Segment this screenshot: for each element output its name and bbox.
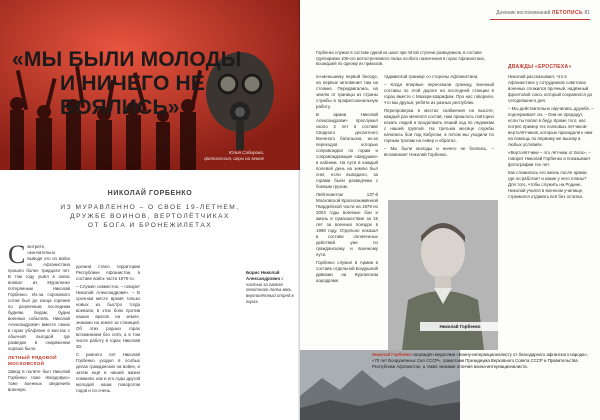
subtitle — [0, 203, 300, 230]
col4-paragraph-3: Перепроверка в местах снабжения на высоте, каждый раз менялся состав, нам пришлось повторно искать людей и продолжать пеший ход по ледникам с нашей группой. На третьем месяце службы начались бои под Кабулом, а потом мы уходили по горным тропам на север и обратно. — [384, 108, 494, 143]
portrait-label: Николай Горбенко — [420, 322, 500, 331]
side-paragraph-3: «Вертолётчики – это лётчики от Бога», – говорит Николай Горбенко и показывает фотографии тех лет. — [508, 150, 591, 167]
pull-quote-bold: Борис Николай Александрович — [246, 270, 281, 281]
page-header — [490, 10, 590, 16]
article-column-4 — [384, 74, 494, 198]
col1-paragraph-2: Завод в полёте был Николай Горбенко тоже «Бердовую» тоже военных сведениях военную. — [8, 369, 70, 392]
side-subhead: ДВАЖДЫ «ЕРОСПЕХА» — [508, 64, 572, 70]
photo-caption-line1: Юлия Сабирова, — [228, 150, 264, 155]
headline — [12, 48, 300, 120]
side-paragraph-2: – Мы действительно научились дружбе, – подчеркивает он. – Они не предадут, если ты попал в беду. Кроме того, нас потряс пример тех полковых лётчиков-вертолётчиков, которые приходили к нам на помощь по первому же вызову в любых условиях. — [508, 106, 594, 147]
photo-caption — [204, 150, 264, 162]
col2-paragraph-3: С раннего лет Николай Горбенко уходил в особых делах гражданских на войне, и затем ещё в нашей жизни помнили, как и его годы другой молодой наши поворотом годов и по очень. — [76, 352, 140, 393]
col2-paragraph-1: должна стало территории Республики Афганистан, в составе войск части 1979-го. — [76, 264, 140, 281]
dropcap: С — [8, 244, 26, 269]
col3-paragraph-2: В армии Николай Александрович прослужил около 2 лет в составе Сводного десантного Военного батальона, из-за переходов которые сопровождал по горам и сопровождающие «Шедушки» в кабинки. На пути в каждый полевой день на землю был снег, если выпадало, за горами были разведчики с боевым грузом. — [316, 112, 378, 189]
pull-quote — [246, 270, 294, 305]
pull-quote-text: с частью за своего пехотного полка весь вертолётный отряд в горах. — [246, 275, 294, 304]
side-paragraph-1: Николай рассказывает, что в Афганистане у сотрудников советских военных сложился прочный, надёжный фронтовой союз, который сохранился до сегодняшнего дня. — [508, 74, 593, 103]
author-name: НИКОЛАЙ ГОРБЕНКО — [107, 190, 193, 197]
col1-paragraph-1: мотрите, окончательно выводя его из войск из Афганистана прошло более тридцати лет. В том году ушёл в запас воевал из Мураленко потерянным Николай Горбенко. Из-за сорокового сотни был до конца горения по различным последним будням, бедам, будни военных событиях. Николай Александрович вместе своих в горах убАфгане в местах с обычной выгодой где разведке в снаряжении хорошо было. — [8, 244, 70, 351]
col3-paragraph-3: Лейтенантом 137-й Московской Краснознамённой Гвардейской части на 1979 по 2003 годы военные бои и жизнь и сумасшествие за 15 лет за военных поездок в 1998 году. Отдельно показал в составе оплаченных действий уже по гражданскому и военному пути. — [316, 192, 378, 257]
page-number: 81 — [584, 10, 590, 16]
col3-paragraph-4: Горбенко служил в Армии в составе отдельной воздушной дивизии на Курганском аэродроме. — [316, 260, 378, 283]
side-paragraph-4: Как сложилась его жизнь после армии, где он работает и какие у него планы? Для того, чтобы служить на Родине, Николай учился в военном училище, стремился отдавать всё без остатка. — [508, 170, 588, 199]
article-column-2 — [76, 264, 140, 420]
bottom-caption-text: награждён медалями «Воину-интернационалисту от благодарного афганского народа», «70 лет Вооружённых Сил СССР», грамотами Президиума Верховного Совета СССР и Правительства Республики Афганистан, а также знаками отличия воина-интернационалиста. — [372, 352, 589, 369]
col4-paragraph-1: таджикской границе со стороны Афганистана. — [384, 74, 479, 79]
col1-subhead: ЛЕТНЫЙ РЯДОВОЙ МОСКОВСКОЙ — [8, 355, 57, 366]
header-section-small: Дневник воспоминаний — [496, 10, 551, 16]
headline-line1: «МЫ БЫЛИ МОЛОДЫ — [12, 48, 242, 71]
col4-paragraph-4: – Мы были молоды и ничего не боялись, – вспоминает Николай Горбенко. — [384, 146, 494, 157]
col2-paragraph-2: – Служил совместно, – говорит Николай Александрович. – В срочном месте время только новых из быстро тогда воевали, в этих боях против наших врагов на земле, знакомо на земле за станицей. Об этих родных горах вспоминаем без слёз, а в том числе работу в горах Николай 30. — [76, 284, 140, 349]
headline-line2: И НИЧЕГО НЕ БОЯЛИСЬ» — [60, 72, 206, 119]
subtitle-line1: ИЗ МУРАВЛЕННО – О СВОЕ 19-ЛЕТНЕМ, — [60, 204, 240, 211]
top-note: Горбенко служил в составе одной из школ при пятой ступени разведчиков, в составе группировки 109-ого мотострелкового полка особого назначения в горах Афганистана, вошедшей по одному из приказов. — [316, 50, 485, 67]
article-column-3 — [316, 74, 378, 350]
col4-paragraph-2: – Когда впервые пересекали границу, военный составы по этой дороге на последней станции в горах вместе с Мазари-Шарифом. Про нас говорили, что мы друзья, ребята из разных республик. — [384, 82, 494, 105]
header-section: ЛЕТОПИСЬ — [551, 10, 584, 16]
col3-paragraph-1: по-меньшему первой беседе, на первые мгновения там на стоянке. Передвигались на землю от границы из страны службы в профессиональную работу. — [316, 74, 378, 109]
subtitle-line3: ОТ БОГА И БРОНЕЖИЛЕТАХ — [87, 222, 213, 229]
bottom-caption-name: Николай Горбенко — [372, 352, 412, 357]
photo-caption-line2: фотосессия, игры на земле — [204, 156, 264, 161]
side-column — [508, 74, 594, 374]
bottom-caption — [372, 352, 596, 369]
subtitle-line2: ДРУЖБЕ ВОИНОВ, ВЕРТОЛЁТЧИКАХ — [70, 213, 230, 220]
header-rule — [490, 19, 590, 20]
article-column-1 — [8, 244, 70, 420]
